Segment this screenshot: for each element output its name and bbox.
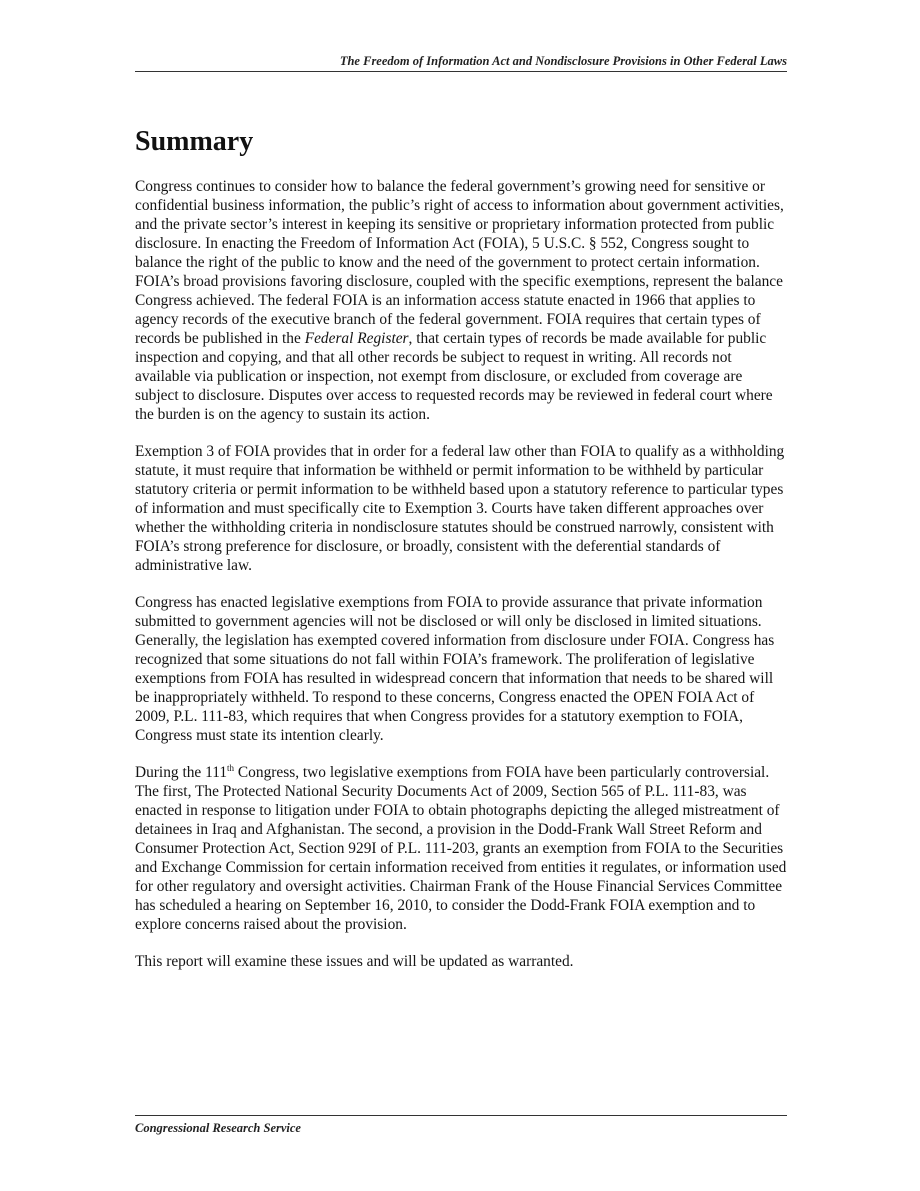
paragraph-4-text-b: Congress, two legislative exemptions from FOIA have been particularly controversial. The first, The Protected National Security Documents Act of 2009, Section 565 of P.L. 111-83, was enacted in response to litigation under FOIA to obtain photographs depicting the alleged mistreatment of detainees in Iraq and Afghanistan. The second, a provision in the Dodd-Frank Wall Street Reform and Consumer Protection Act, Section 929I of P.L. 111-203, grants an exemption from FOIA to the Securities and Exchange Commission for certain information received from entities it regulates, or information used for other regulatory and oversight activities. Chairman Frank of the House Financial Services Committee has scheduled a hearing on September 16, 2010, to consider the Dodd-Frank FOIA exemption and to explore concerns raised about the provision.	[135, 764, 787, 933]
federal-register-italic: Federal Register	[304, 330, 409, 347]
paragraph-1-text-a: Congress continues to consider how to balance the federal government’s growing need for sensitive or confidential business information, the public’s right of access to information about government activities, and the private sector’s interest in keeping its sensitive or proprietary information protected from public disclosure. In enacting the Freedom of Information Act (FOIA), 5 U.S.C. § 552, Congress sought to balance the right of the public to know and the need of the government to protect certain information. FOIA’s broad provisions favoring disclosure, coupled with the specific exemptions, represent the balance Congress achieved. The federal FOIA is an information access statute enacted in 1966 that applies to agency records of the executive branch of the federal government. FOIA requires that certain types of records be published in the	[135, 178, 784, 347]
paragraph-1-text-b: , that certain types of records be made available for public inspection and copying, and that all other records be subject to request in writing. All records not available via publication or inspection, not exempt from disclosure, or excluded from coverage are subject to disclosure. Disputes over access to requested records may be reviewed in federal court where the burden is on the agency to sustain its action.	[135, 330, 773, 423]
paragraph-2: Exemption 3 of FOIA provides that in order for a federal law other than FOIA to qualify as a withholding statute, it must require that information be withheld or permit information to be withheld by particular statutory criteria or permit information to be withheld based upon a statutory reference to particular types of information and must specifically cite to Exemption 3. Courts have taken different approaches over whether the withholding criteria in nondisclosure statutes should be construed narrowly, consistent with FOIA’s strong preference for disclosure, or broadly, consistent with the deferential standards of administrative law.	[135, 443, 785, 574]
footer-label: Congressional Research Service	[135, 1121, 301, 1135]
paragraph-3: Congress has enacted legislative exemptions from FOIA to provide assurance that private information submitted to government agencies will not be disclosed or will only be disclosed in limited situations. Generally, the legislation has exempted covered information from disclosure under FOIA. Congress has recognized that some situations do not fall within FOIA’s framework. The proliferation of legislative exemptions from FOIA has resulted in widespread concern that information that needs to be shared will be inappropriately withheld. To respond to these concerns, Congress enacted the OPEN FOIA Act of 2009, P.L. 111-83, which requires that when Congress provides for a statutory exemption to FOIA, Congress must state its intention clearly.	[135, 594, 775, 744]
paragraph-1	[135, 177, 787, 424]
footer-divider	[135, 1115, 787, 1116]
paragraph-5: This report will examine these issues and will be updated as warranted.	[135, 953, 574, 970]
running-header: The Freedom of Information Act and Nondisclosure Provisions in Other Federal Laws	[339, 54, 787, 68]
summary-body	[135, 177, 787, 989]
ordinal-superscript: th	[227, 762, 235, 773]
page-title: Summary	[135, 126, 254, 157]
paragraph-4-text-a: During the 111	[135, 764, 228, 781]
header-divider	[135, 71, 787, 72]
paragraph-4	[135, 763, 787, 934]
